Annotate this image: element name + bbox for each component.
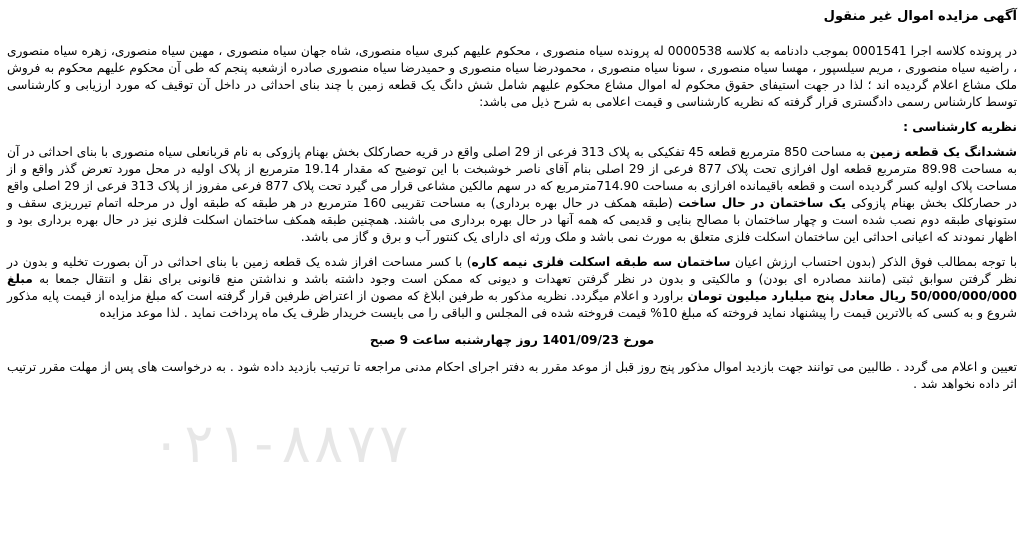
auction-date-line: مورخ 1401/09/23 روز چهارشنبه ساعت 9 صبح	[369, 333, 655, 347]
expert-opinion-heading: نظریه کارشناسی :	[903, 120, 1017, 134]
valuation-text-a: با توجه بمطالب فوق الذکر (بدون احتساب ارزش اعیان	[730, 255, 1017, 269]
valuation-text-c: براورد و اعلام میگردد. نظریه مذکور به طرفین ابلاغ که مصون از اعتراض طرفین قرار گرفته است که مبلغ مزایده از قیمت پایه مذکور شروع و به کسی که بالاترین قیمت را پیشنهاد نماید فروخته که مبلغ 10% قیمت فروخته شده فی المجلس و الباقی را می بایست خریدار ظرف یک ماه پرداخت نماید . لذا موعد مزایده	[7, 289, 1017, 320]
valuation-paragraph	[7, 254, 1017, 322]
price-bold-label: مبلغ 50/000/000/000 ریال معادل پنج میلیارد میلیون تومان	[7, 272, 1017, 303]
intro-paragraph: در پرونده کلاسه اجرا 0001541 بموجب دادنامه به کلاسه 0000538 له پرونده سیاه منصوری ، محکوم علیهم کبری سیاه منصوری، شاه جهان سیاه منصوری ، مهین سیاه منصوری، زهره سیاه منصوری ، راضیه سیاه منصوری ، مریم سیلسپور ، مهسا سیاه منصوری ، سونا سیاه منصوری ، محمودرضا سیاه منصوری و حمیدرضا سیاه منصوری صادره ازشعبه پنجم که طی آن محکوم علیهم محکوم به فروش ملک مشاع اعلام گردیده اند ؛ لذا در جهت استیفای حقوق محکوم له اموال مشاع محکوم علیهم شامل شش دانگ یک قطعه زمین با چند بنای احداثی در داخل آن توقیف که مورد ارزیابی و کارشناسی توسط کارشناس رسمی دادگستری قرار گرفته که نظریه کارشناسی و قیمت اعلامی به شرح ذیل می باشد:	[7, 44, 1018, 109]
auction-notice	[7, 8, 1017, 393]
building-bold-label: یک ساختمان در حال ساخت	[677, 196, 846, 210]
property-description	[7, 144, 1017, 246]
property-text-a: به مساحت 850 مترمربع قطعه 45 تفکیکی به پلاک 313 فرعی از 29 اصلی واقع در قریه حصارکلک بخش بهنام پازوکی به نام قربانعلی سیاه منصوری با بنای احداثی در آن به مساحت 89.98 مترمربع قطعه اول افرازی تحت پلاک 877 فرعی از 29 اصلی بنام آقای ناصر خوشبخت با این توضیح که مقدار 19.14 مترمربع از پلاک اولیه در محل مورد تعرض گذر واقع و از مساحت پلاک اولیه کسر گردیده است و قطعه باقیمانده افرازی به مساحت 714.90مترمربع که در سهم مالکین مشاعی قرار می گیرد تحت پلاک 877 فرعی مفروز از پلاک 313 فرعی از 29 اصلی واقع در حصارکلک بخش بهنام پازوکی	[7, 145, 1018, 210]
watermark-stamp: ۰۲۱-۸۸۷۷	[150, 412, 411, 475]
closing-paragraph: تعیین و اعلام می گردد . طالبین می توانند جهت بازدید اموال مذکور پنج روز قبل از موعد مقرر به دفتر اجرای احکام مدنی مراجعه تا ترتیب بازدید داده شود . به درخواست های پس از مهلت مقرر ترتیب اثر داده نخواهد شد .	[7, 360, 1017, 391]
property-text-b: (طبقه همکف در حال بهره برداری) به مساحت تقریبی 160 مترمربع در هر طبقه که طبقه اول در مرحله اتمام تیرریزی سقف و ستونهای طبقه دوم نصب شده است و چهار ساختمان با مصالح بنایی و قدیمی که همه آنها در حال بهره برداری می باشند. همچنین طبقه همکف ساختمان اسکلت فلزی نیز در حال بهره برداری بود و اظهار نمودند که اعیانی احداثی این ساختمان اسکلت فلزی متعلق به مورث نمی باشد و ملک ورثه ای دارای یک کنتور آب و برق و گاز می باشد.	[7, 196, 1017, 244]
notice-title: آگهی مزایده اموال غیر منقول	[823, 9, 1017, 24]
valuation-text-b: ) با کسر مساحت افراز شده یک قطعه زمین با بنای احداثی در آن بصورت تخلیه و بدون در نظر گرفتن سوابق ثبتی (مانند مصادره ای بودن) و مالکیتی و بدون در نظر گرفتن تعهدات و دیونی که ممکن است وجود داشته باشد و نداشتن منع قانونی برای نقل و انتقال جمعا به	[7, 255, 1017, 286]
structure-bold-label: ساختمان سه طبقه اسکلت فلزی نیمه کاره	[471, 255, 731, 269]
property-bold-label: ششدانگ یک قطعه زمین	[869, 145, 1017, 159]
